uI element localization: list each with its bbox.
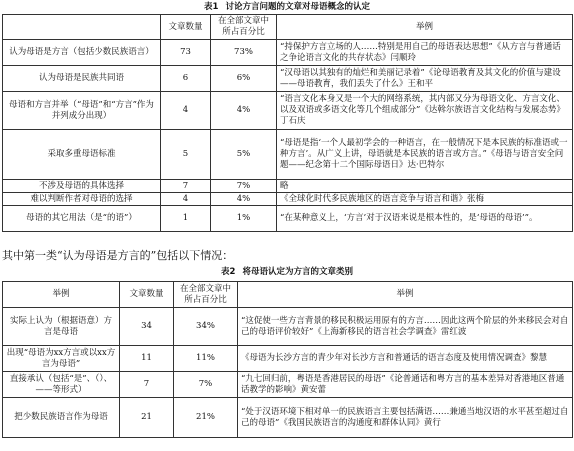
row-count: 7 xyxy=(161,180,211,193)
row-pct: 34% xyxy=(174,308,238,346)
row-pct: 1% xyxy=(211,206,277,232)
row-count: 6 xyxy=(161,66,211,92)
table2-number: 表2 xyxy=(221,267,236,277)
table-row xyxy=(3,206,573,232)
row-label: 认为母语是方言（包括少数民族语言） xyxy=(3,40,161,66)
row-example: “九七回归前，粤语是香港居民的母语”《论普通话和粤方言的基本差异对香港地区普通话教学的影响》黄安蕾 xyxy=(238,372,573,398)
table1-header-count: 文章数量 xyxy=(161,15,211,40)
row-pct: 7% xyxy=(174,372,238,398)
row-label: 不涉及母语的具体选择 xyxy=(3,180,161,193)
table-row xyxy=(3,193,573,206)
row-example: 《全球化时代多民族地区的语言竞争与语言和谐》张梅 xyxy=(277,193,573,206)
row-label: 难以判断作者对母语的选择 xyxy=(3,193,161,206)
table-row xyxy=(3,92,573,130)
row-label: 母语和方言并举（“母语”和“方言”作为并列成分出现） xyxy=(3,92,161,130)
row-example: “语言文化本身又是一个大的网络系统，其内部又分为母语文化、方言文化、以及双语或多语文化等几个组成部分”《达斡尔族语言文化结构与发展态势》丁石庆 xyxy=(277,92,573,130)
row-example: “这促使一些方言背景的移民积极运用原有的方言……因此这两个阶层的外来移民会对自己的母语评价较好”《上海新移民的语言社会学调查》雷红波 xyxy=(238,308,573,346)
row-example: 略 xyxy=(277,180,573,193)
row-pct: 4% xyxy=(211,92,277,130)
row-example: “持保护方言立场的人……特别是用自己的母语表达思想”《从方言与普通话之争论语言文化的共存状态》闫顺玲 xyxy=(277,40,573,66)
row-count: 73 xyxy=(161,40,211,66)
row-pct: 6% xyxy=(211,66,277,92)
row-label: 母语的其它用法（是“的语”） xyxy=(3,206,161,232)
row-pct: 5% xyxy=(211,130,277,180)
row-label: 出现“母语为xx方言或以xx方言为母语” xyxy=(3,346,120,372)
table-row xyxy=(3,346,573,372)
table2-caption xyxy=(0,267,574,277)
row-count: 1 xyxy=(161,206,211,232)
table1-header-pct: 在全部文章中所占百分比 xyxy=(211,15,277,40)
row-label: 认为母语是民族共同语 xyxy=(3,66,161,92)
table-row xyxy=(3,398,573,438)
row-label: 采取多重母语标准 xyxy=(3,130,161,180)
table1-title: 讨论方言问题的文章对母语概念的认定 xyxy=(225,2,370,12)
table-row xyxy=(3,66,573,92)
table1-number: 表1 xyxy=(204,2,219,12)
table2-header-example: 举例 xyxy=(238,282,573,308)
row-pct: 73% xyxy=(211,40,277,66)
table1 xyxy=(2,14,573,232)
table-row xyxy=(3,180,573,193)
row-label: 直接承认（包括“是”、（）、——等形式） xyxy=(3,372,120,398)
body-paragraph: 其中第一类“认为母语是方言的”包括以下情况： xyxy=(2,249,234,262)
row-example: 《母语为长沙方言的青少年对长沙方言和普通话的语言态度及使用情况调查》黎慧 xyxy=(238,346,573,372)
table-row xyxy=(3,308,573,346)
row-pct: 7% xyxy=(211,180,277,193)
row-pct: 21% xyxy=(174,398,238,438)
table1-header-row xyxy=(3,15,573,40)
table2 xyxy=(2,281,573,438)
table2-header-pct: 在全部文章中所占百分比 xyxy=(174,282,238,308)
row-label: 把少数民族语言作为母语 xyxy=(3,398,120,438)
table2-title: 将母语认定为方言的文章类别 xyxy=(242,267,353,277)
table-row xyxy=(3,372,573,398)
row-count: 7 xyxy=(120,372,174,398)
table1-header-blank xyxy=(3,15,161,40)
row-pct: 11% xyxy=(174,346,238,372)
row-count: 21 xyxy=(120,398,174,438)
row-count: 4 xyxy=(161,92,211,130)
table1-caption xyxy=(0,2,574,12)
row-example: “在某种意义上，‘方言’对于汉语来说是根本性的，是‘母语的母语’”。 xyxy=(277,206,573,232)
table1-header-example: 举例 xyxy=(277,15,573,40)
table2-header-count: 文章数量 xyxy=(120,282,174,308)
row-count: 11 xyxy=(120,346,174,372)
row-count: 5 xyxy=(161,130,211,180)
table-row xyxy=(3,130,573,180)
table2-header-category: 举例 xyxy=(3,282,120,308)
row-example: “母语是指‘一个人最初学会的一种语言，在一般情况下是本民族的标准语或一种方言’。从广义上讲，母语就是本民族的语言或方言。”《母语与语言安全问题——纪念第十二个国际母语日》达·巴特尔 xyxy=(277,130,573,180)
table2-header-row xyxy=(3,282,573,308)
row-count: 4 xyxy=(161,193,211,206)
row-label: 实际上认为（根据语意）方言是母语 xyxy=(3,308,120,346)
row-example: “汉母语以其独有的灿烂和美丽记录着”《论母语教育及其文化的价值与建设——母语教育，我们丢失了什么》王和平 xyxy=(277,66,573,92)
row-count: 34 xyxy=(120,308,174,346)
table-row xyxy=(3,40,573,66)
row-example: “处于汉语环境下相对单一的民族语言主要包括满语……兼通当地汉语的水平甚至超过自己的母语”《我国民族语言的沟通度和群体认同》黄行 xyxy=(238,398,573,438)
row-pct: 4% xyxy=(211,193,277,206)
